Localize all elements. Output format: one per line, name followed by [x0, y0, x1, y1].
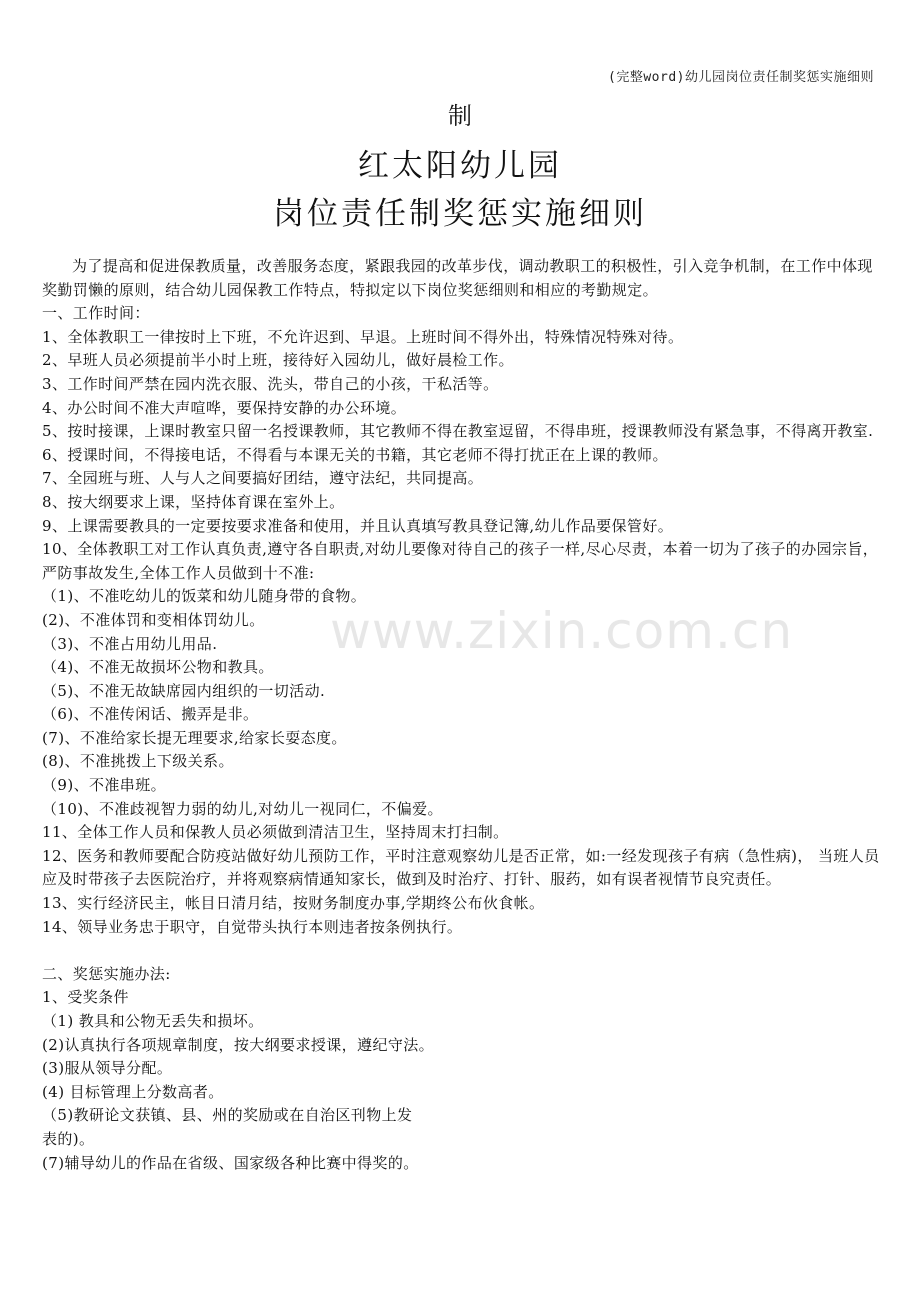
list-item: （3)、不准占用幼儿用品.: [42, 634, 218, 653]
list-item: 5、按时接课，上课时教室只留一名授课教师，其它教师不得在教室逗留，不得串班，授课教师没有紧急事，不得离开教室.: [42, 422, 874, 441]
document-body: [42, 255, 882, 1175]
list-item: 4、办公时间不准大声喧哗，要保持安静的办公环境。: [42, 398, 407, 417]
list-item: 10、全体教职工对工作认真负责,遵守各自职责,对幼儿要像对待自己的孩子一样,尽心尽责，本着一切为了孩子的办园宗旨，严防事故发生,全体工作人员做到十不准:: [42, 540, 879, 582]
list-item: 9、上课需要教具的一定要按要求准备和使用，并且认真填写教具登记簿,幼儿作品要保管好。: [42, 516, 674, 535]
list-item: (2)认真执行各项规章制度，按大纲要求授课，遵纪守法。: [42, 1035, 435, 1054]
list-item: (2)、不准体罚和变相体罚幼儿。: [42, 610, 265, 629]
list-item: （9)、不准串班。: [42, 776, 166, 795]
list-item: （1)、不准吃幼儿的饭菜和幼儿随身带的食物。: [42, 587, 367, 606]
page-fragment: 制: [448, 102, 472, 130]
section1-heading: 一、工作时间：: [42, 304, 150, 323]
watermark: www.zixin.com.cn: [330, 602, 794, 660]
list-item: (4) 目标管理上分数高者。: [42, 1082, 224, 1101]
list-item: 3、工作时间严禁在园内洗衣服、洗头，带自己的小孩，干私活等。: [42, 374, 499, 393]
list-item: 6、授课时间，不得接电话，不得看与本课无关的书籍，其它老师不得打扰正在上课的教师。: [42, 445, 668, 464]
list-item: 1、全体教职工一律按时上下班，不允许迟到、早退。上班时间不得外出，特殊情况特殊对待。: [42, 327, 684, 346]
list-item: （5)、不准无故缺席园内组织的一切活动.: [42, 681, 326, 700]
list-item: （6)、不准传闲话、搬弄是非。: [42, 705, 259, 724]
list-item: 表的)。: [42, 1129, 95, 1148]
list-item: (8)、不准挑拨上下级关系。: [42, 752, 234, 771]
list-item: (7)、不准给家长提无理要求,给家长耍态度。: [42, 728, 347, 747]
list-item: （4)、不准无故损坏公物和教具。: [42, 658, 274, 677]
list-item: 8、按大纲要求上课，坚持体育课在室外上。: [42, 492, 345, 511]
list-item: 13、实行经济民主，帐目日清月结，按财务制度办事,学期终公布伙食帐。: [42, 894, 545, 913]
list-item: 7、全园班与班、人与人之间要搞好团结，遵守法纪，共同提高。: [42, 469, 484, 488]
list-item: 12、医务和教师要配合防疫站做好幼儿预防工作，平时注意观察幼儿是否正常，如:一经发现孩子有病（急性病)， 当班人员应及时带孩子去医院治疗，并将观察病情通知家长，做到及时治疗、打针、服药，如有误者视情节良究责任。: [42, 846, 880, 889]
intro-paragraph: 为了提高和促进保教质量，改善服务态度，紧跟我园的改革步伐，调动教职工的积极性，引入竞争机制，在工作中体现奖勤罚懒的原则，结合幼儿园保教工作特点，特拟定以下岗位奖惩细则和相应的考勤规定。: [42, 257, 873, 299]
list-item: （1) 教具和公物无丢失和损坏。: [42, 1012, 264, 1030]
list-item: (3)服从领导分配。: [42, 1059, 173, 1078]
paragraph-gap: [42, 939, 882, 963]
list-item: (7)辅导幼儿的作品在省级、国家级各种比赛中得奖的。: [42, 1153, 419, 1172]
list-item: 14、领导业务忠于职守，自觉带头执行本则违者按条例执行。: [42, 917, 463, 936]
section2-subheading: 1、受奖条件: [42, 988, 129, 1007]
list-item: （10)、不准歧视智力弱的幼儿,对幼儿一视同仁，不偏爱。: [42, 799, 443, 818]
running-header: (完整word)幼儿园岗位责任制奖惩实施细则: [608, 70, 874, 85]
list-item: 2、早班人员必须提前半小时上班，接待好入园幼儿，做好晨检工作。: [42, 351, 514, 370]
document-title: 岗位责任制奖惩实施细则: [273, 196, 647, 232]
kindergarten-name: 红太阳幼儿园: [358, 148, 562, 184]
list-item: （5)教研论文获镇、县、州的奖励或在自治区刊物上发: [42, 1106, 413, 1125]
section2-heading: 二、奖惩实施办法:: [42, 964, 171, 983]
list-item: 11、全体工作人员和保教人员必须做到清洁卫生，坚持周末打扫制。: [42, 823, 509, 842]
